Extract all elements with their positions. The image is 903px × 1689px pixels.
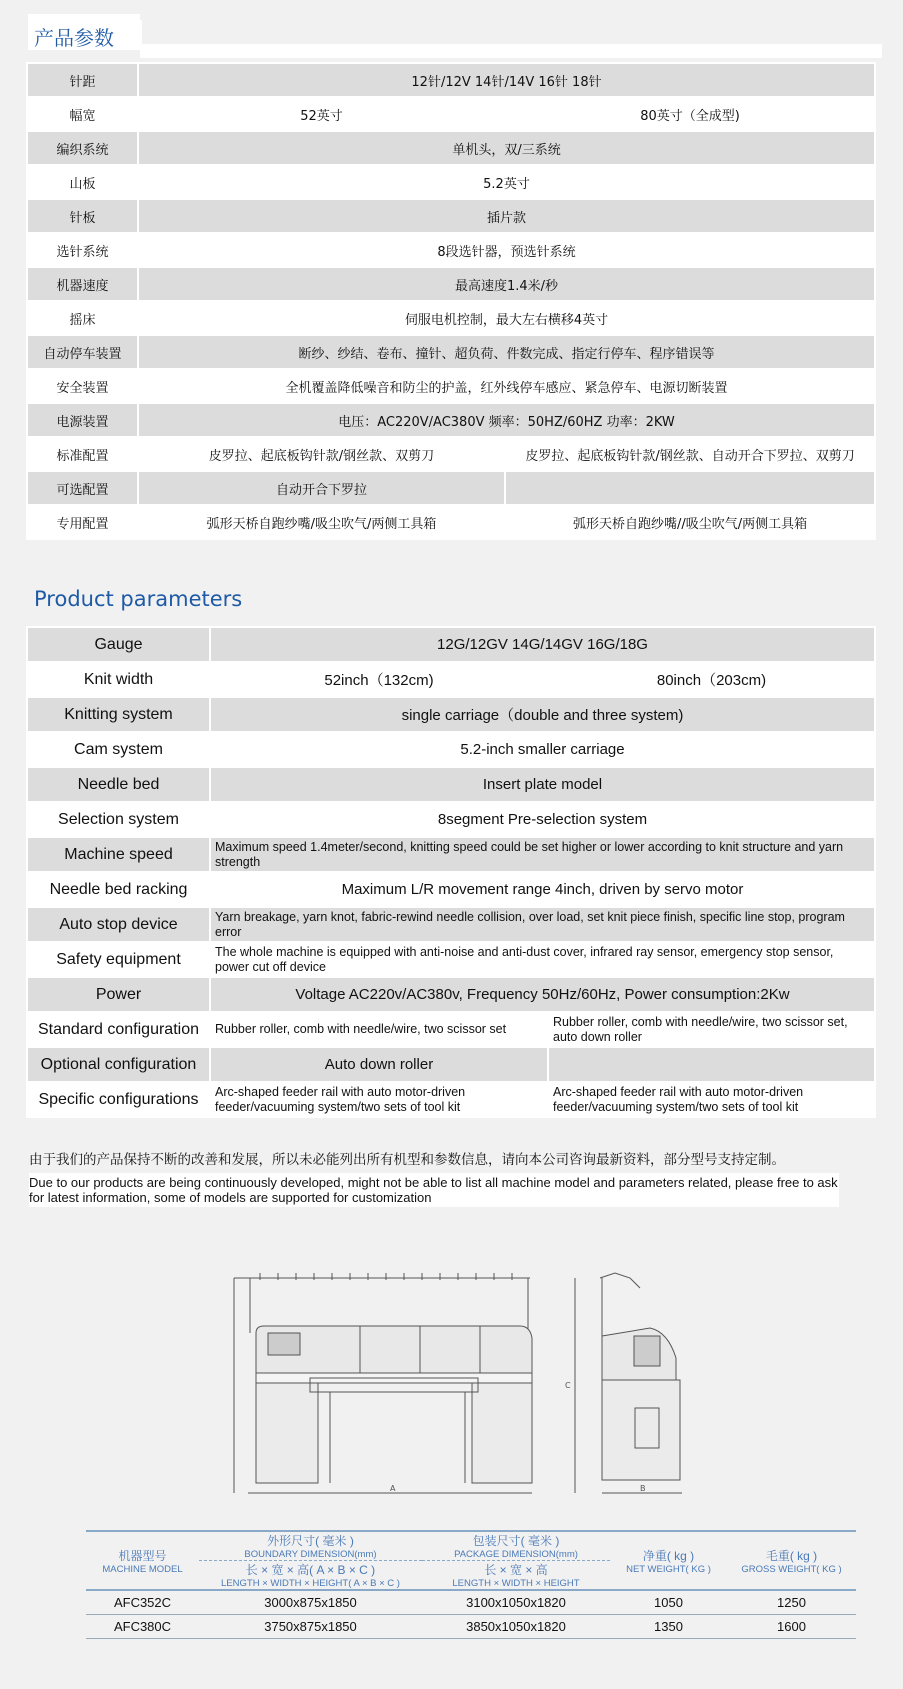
spec-row <box>27 63 875 97</box>
spec-label: 幅宽 <box>27 97 138 131</box>
spec-value-alt <box>505 471 875 505</box>
front-view <box>234 1273 532 1493</box>
spec-label: Auto stop device <box>27 907 210 942</box>
spec-label: Power <box>27 977 210 1012</box>
spec-value: Voltage AC220v/AC380v, Frequency 50Hz/60Hz, Power consumption:2Kw <box>210 977 875 1012</box>
spec-row <box>27 131 875 165</box>
spec-label: 安全装置 <box>27 369 138 403</box>
spec-label: Machine speed <box>27 837 210 872</box>
spec-value-alt: 80inch（203cm) <box>548 662 875 697</box>
dimension-table <box>86 1530 856 1639</box>
spec-value-alt <box>548 1047 875 1082</box>
row-gross: 1250 <box>727 1590 856 1615</box>
spec-label: 自动停车装置 <box>27 335 138 369</box>
spec-label: 选针系统 <box>27 233 138 267</box>
spec-value: 最高速度1.4米/秒 <box>138 267 875 301</box>
row-boundary: 3000x875x1850 <box>199 1590 422 1615</box>
spec-value: Maximum L/R movement range 4inch, driven by servo motor <box>210 872 875 907</box>
spec-value: 5.2英寸 <box>138 165 875 199</box>
spec-row <box>27 403 875 437</box>
spec-value: 8segment Pre-selection system <box>210 802 875 837</box>
spec-row <box>27 767 875 802</box>
header-net: 净重( kg ) NET WEIGHT( KG ) <box>626 1548 711 1575</box>
spec-value: 皮罗拉、起底板钩针款/钢丝款、双剪刀 <box>138 437 505 471</box>
spec-value: 全机覆盖降低噪音和防尘的护盖，红外线停车感应、紧急停车、电源切断装置 <box>138 369 875 403</box>
spec-label: 针距 <box>27 63 138 97</box>
spec-label: Standard configuration <box>27 1012 210 1047</box>
spec-value-alt: 80英寸（全成型) <box>505 97 875 131</box>
spec-label: Selection system <box>27 802 210 837</box>
spec-row <box>27 942 875 977</box>
spec-value: Insert plate model <box>210 767 875 802</box>
cn-section-title: 产品参数 <box>28 20 142 50</box>
spec-label: Cam system <box>27 732 210 767</box>
spec-value: 断纱、纱结、卷布、撞针、超负荷、件数完成、指定行停车、程序错误等 <box>138 335 875 369</box>
spec-row <box>27 732 875 767</box>
machine-drawing <box>220 1258 730 1508</box>
spec-value-alt: Arc-shaped feeder rail with auto motor-driven feeder/vacuuming system/two sets of tool kit <box>548 1082 875 1117</box>
spec-value: The whole machine is equipped with anti-noise and anti-dust cover, infrared ray sensor, emergency stop sensor, power cut off device <box>210 942 875 977</box>
spec-row <box>27 199 875 233</box>
spec-value: Auto down roller <box>210 1047 548 1082</box>
spec-row <box>27 837 875 872</box>
spec-label: 专用配置 <box>27 505 138 539</box>
spec-label: Safety equipment <box>27 942 210 977</box>
spec-row <box>27 1012 875 1047</box>
row-model: AFC380C <box>86 1615 199 1639</box>
subheader-package: 长 × 宽 × 高 LENGTH × WIDTH × HEIGHT <box>422 1561 610 1591</box>
spec-label: 电源装置 <box>27 403 138 437</box>
spec-value-alt: 弧形天桥自跑纱嘴//吸尘吹气/两侧工具箱 <box>505 505 875 539</box>
row-package: 3100x1050x1820 <box>422 1590 610 1615</box>
spec-label: Specific configurations <box>27 1082 210 1117</box>
row-model: AFC352C <box>86 1590 199 1615</box>
en-spec-table <box>26 626 876 1118</box>
spec-row <box>27 505 875 539</box>
header-boundary: 外形尺寸( 毫米 ) BOUNDARY DIMENSION(mm) <box>244 1534 377 1560</box>
row-gross: 1600 <box>727 1615 856 1639</box>
spec-value: Arc-shaped feeder rail with auto motor-driven feeder/vacuuming system/two sets of tool kit <box>210 1082 548 1117</box>
spec-row <box>27 267 875 301</box>
spec-value-alt: 皮罗拉、起底板钩针款/钢丝款、自动开合下罗拉、双剪刀 <box>505 437 875 471</box>
spec-row <box>27 369 875 403</box>
spec-row <box>27 907 875 942</box>
dim-label-a: A <box>390 1484 396 1493</box>
spec-row <box>27 165 875 199</box>
side-view <box>565 1273 682 1493</box>
title-underline <box>140 44 882 58</box>
note-en: Due to our products are being continuously developed, might not be able to list all machine model and parameters related, please free to ask for latest information, some of models are supported for customization <box>29 1175 838 1205</box>
dim-label-c: C <box>565 1381 571 1390</box>
spec-value: 自动开合下罗拉 <box>138 471 505 505</box>
row-net: 1350 <box>610 1615 727 1639</box>
spec-row <box>27 1082 875 1117</box>
spec-label: 标准配置 <box>27 437 138 471</box>
en-section-title: Product parameters <box>34 587 243 611</box>
spec-row <box>27 1047 875 1082</box>
spec-label: Knit width <box>27 662 210 697</box>
row-package: 3850x1050x1820 <box>422 1615 610 1639</box>
spec-row <box>27 627 875 662</box>
spec-row <box>27 872 875 907</box>
spec-value: 12针/12V 14针/14V 16针 18针 <box>138 63 875 97</box>
subheader-boundary: 长 × 宽 × 高( A × B × C ) LENGTH × WIDTH × HEIGHT( A × B × C ) <box>199 1561 422 1591</box>
header-package: 包装尺寸( 毫米 ) PACKAGE DIMENSION(mm) <box>454 1534 578 1560</box>
spec-row <box>27 977 875 1012</box>
spec-label: 针板 <box>27 199 138 233</box>
row-boundary: 3750x875x1850 <box>199 1615 422 1639</box>
header-gross: 毛重( kg ) GROSS WEIGHT( KG ) <box>741 1548 842 1575</box>
spec-value: 12G/12GV 14G/14GV 16G/18G <box>210 627 875 662</box>
spec-value-alt: Rubber roller, comb with needle/wire, two scissor set, auto down roller <box>548 1012 875 1047</box>
spec-label: 山板 <box>27 165 138 199</box>
spec-value: 弧形天桥自跑纱嘴/吸尘吹气/两侧工具箱 <box>138 505 505 539</box>
cn-spec-table <box>26 62 876 540</box>
spec-row <box>27 802 875 837</box>
spec-row <box>27 233 875 267</box>
dim-label-b: B <box>640 1484 646 1493</box>
spec-label: 可选配置 <box>27 471 138 505</box>
spec-value: 伺服电机控制，最大左右横移4英寸 <box>138 301 875 335</box>
spec-row <box>27 471 875 505</box>
spec-label: Needle bed racking <box>27 872 210 907</box>
spec-label: 编织系统 <box>27 131 138 165</box>
spec-row <box>27 662 875 697</box>
spec-value: 8段选针器，预选针系统 <box>138 233 875 267</box>
spec-value: single carriage（double and three system) <box>210 697 875 732</box>
spec-value: 插片款 <box>138 199 875 233</box>
spec-row <box>27 301 875 335</box>
spec-label: 摇床 <box>27 301 138 335</box>
spec-label: Needle bed <box>27 767 210 802</box>
spec-label: 机器速度 <box>27 267 138 301</box>
spec-label: Knitting system <box>27 697 210 732</box>
yarn-posts <box>260 1273 512 1280</box>
spec-label: Gauge <box>27 627 210 662</box>
spec-label: Optional configuration <box>27 1047 210 1082</box>
spec-row <box>27 697 875 732</box>
spec-value: 电压：AC220V/AC380V 频率：50HZ/60HZ 功率：2KW <box>138 403 875 437</box>
spec-value: Yarn breakage, yarn knot, fabric-rewind needle collision, over load, set knit piece finish, specific line stop, program error <box>210 907 875 942</box>
header-model: 机器型号 MACHINE MODEL <box>102 1548 183 1575</box>
spec-value: Rubber roller, comb with needle/wire, two scissor set <box>210 1012 548 1047</box>
spec-row <box>27 437 875 471</box>
row-net: 1050 <box>610 1590 727 1615</box>
spec-row <box>27 335 875 369</box>
note-cn: 由于我们的产品保持不断的改善和发展，所以未必能列出所有机型和参数信息，请向本公司咨询最新资料，部分型号支持定制。 <box>29 1152 785 1168</box>
spec-value: Maximum speed 1.4meter/second, knitting speed could be set higher or lower according to knit structure and yarn strength <box>210 837 875 872</box>
spec-value: 单机头，双/三系统 <box>138 131 875 165</box>
spec-value: 52inch（132cm) <box>210 662 548 697</box>
spec-row <box>27 97 875 131</box>
spec-value: 5.2-inch smaller carriage <box>210 732 875 767</box>
spec-value: 52英寸 <box>138 97 505 131</box>
